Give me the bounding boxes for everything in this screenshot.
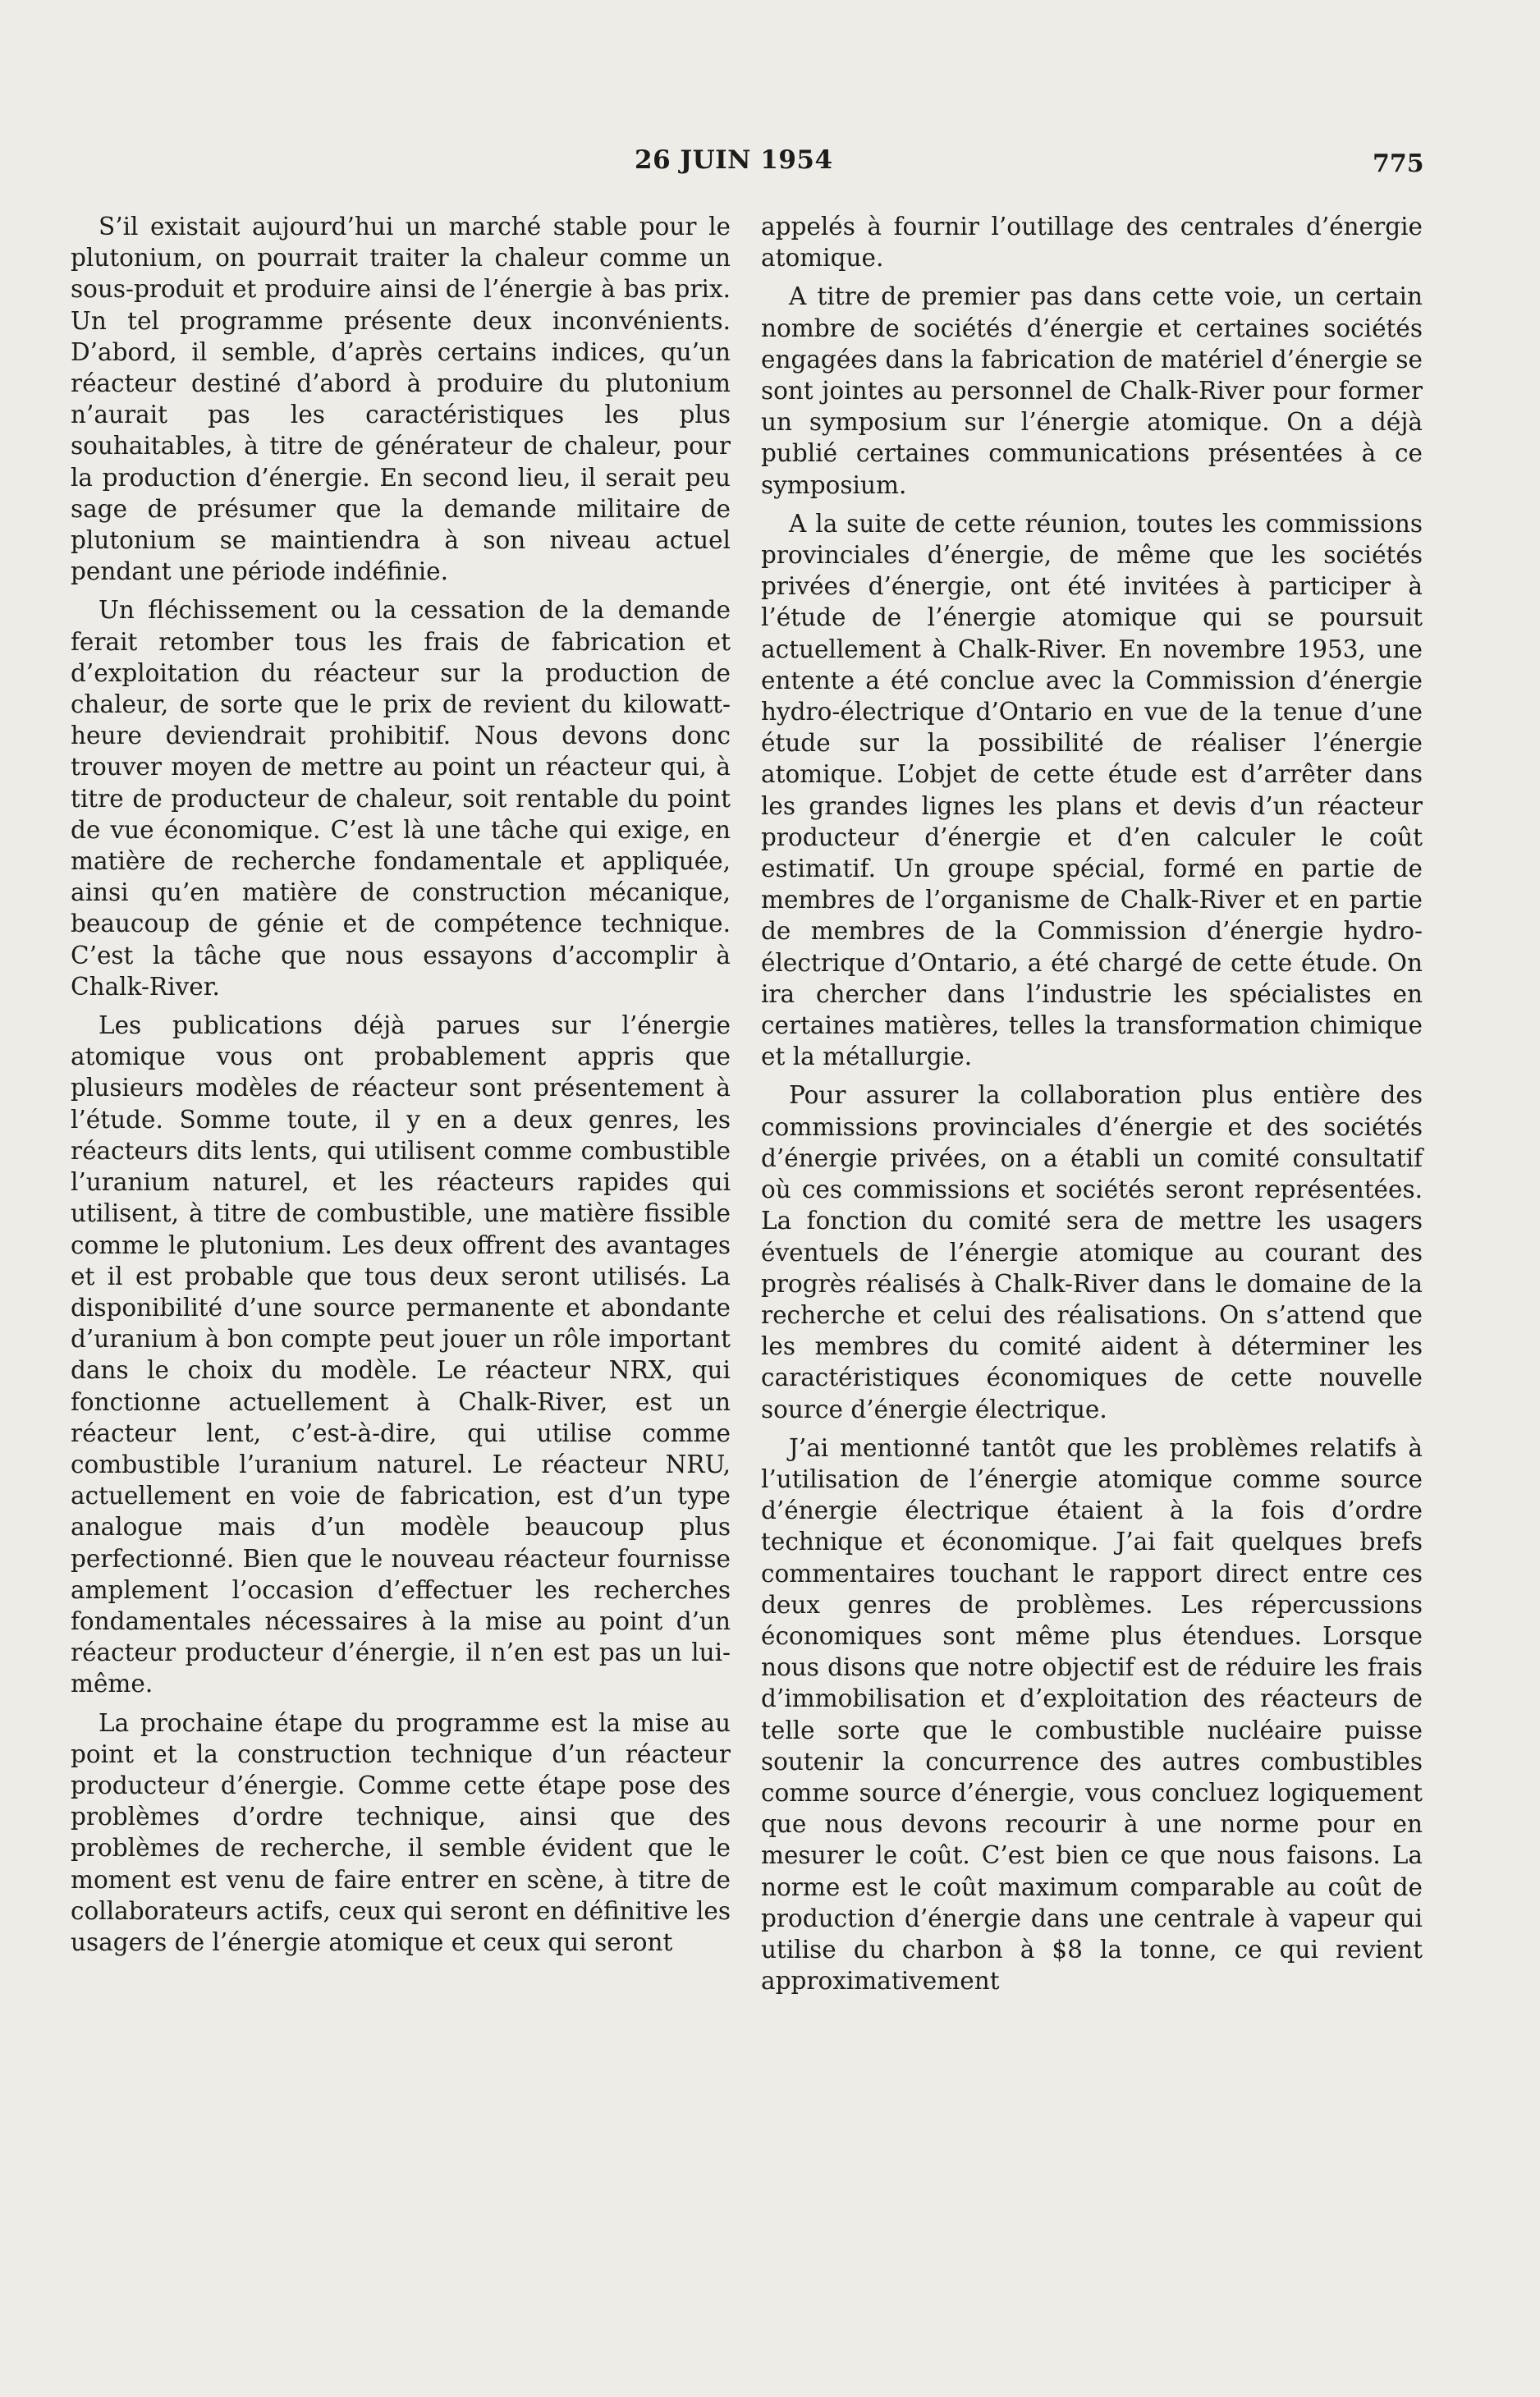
paragraph: A titre de premier pas dans cette voie, un certain nombre de sociétés d’énergie et certaines sociétés engagées dans la fabrication de matériel d’énergie se sont jointes au personnel de Chalk-River pour former un symposium sur l’énergie atomique. On a déjà publié certaines communications présentées à ce symposium. bbox=[761, 282, 1423, 499]
paragraph: Un fléchissement ou la cessation de la demande ferait retomber tous les frais de fabrication et d’exploitation du réacteur sur la production de chaleur, de sorte que le prix de revient du kilowatt-heure deviendrait prohibitif. Nous devons donc trouver moyen de mettre au point un réacteur qui, à titre de producteur de chaleur, soit rentable du point de vue économique. C’est là une tâche qui exige, en matière de recherche fondamentale et appliquée, ainsi qu’en matière de construction mécanique, beaucoup de génie et de compétence technique. C’est la tâche que nous essayons d’accomplir à Chalk-River. bbox=[71, 596, 731, 1001]
paragraph: S’il existait aujourd’hui un marché stable pour le plutonium, on pourrait traiter la chaleur comme un sous-produit et produire ainsi de l’énergie à bas prix. Un tel programme présente deux inconvénients. D’abord, il semble, d’après certains indices, qu’un réacteur destiné d’abord à produire du plutonium n’aurait pas les caractéristiques les plus souhaitables, à titre de générateur de chaleur, pour la production d’énergie. En second lieu, il serait peu sage de présumer que la demande militaire de plutonium se maintiendra à son niveau actuel pendant une période indéfinie. bbox=[71, 213, 731, 586]
paragraph: Pour assurer la collaboration plus entière des commissions provinciales d’énergie et des sociétés d’énergie privées, on a établi un comité consultatif où ces commissions et sociétés seront représentées. La fonction du comité sera de mettre les usagers éventuels de l’énergie atomique au courant des progrès réalisés à Chalk-River dans le domaine de la recherche et celui des réalisations. On s’attend que les membres du comité aident à déterminer les caractéristiques économiques de cette nouvelle source d’énergie électrique. bbox=[761, 1081, 1423, 1423]
paragraph-continued: appelés à fournir l’outillage des centrales d’énergie atomique. bbox=[761, 213, 1423, 273]
paragraph: A la suite de cette réunion, toutes les commissions provinciales d’énergie, de même que les sociétés privées d’énergie, ont été invitées à participer à l’étude de l’énergie atomique qui se poursuit actuellement à Chalk-River. En novembre 1953, une entente a été conclue avec la Commission d’énergie hydro-électrique d’Ontario en vue de la tenue d’une étude sur la possibilité de réaliser l’énergie atomique. L’objet de cette étude est d’arrêter dans les grandes lignes les plans et devis d’un réacteur producteur d’énergie et d’en calculer le coût estimatif. Un groupe spécial, formé en partie de membres de l’organisme de Chalk-River et en partie de membres de la Commission d’énergie hydro-électrique d’Ontario, a été chargé de cette étude. On ira chercher dans l’industrie les spécialistes en certaines matières, telles la transformation chimique et la métallurgie. bbox=[761, 509, 1423, 1071]
page-number: 775 bbox=[1373, 149, 1424, 178]
page-header-date: 26 JUIN 1954 bbox=[635, 145, 833, 175]
text-column-right bbox=[761, 211, 1423, 2004]
text-column-left bbox=[71, 211, 731, 1965]
paragraph: J’ai mentionné tantôt que les problèmes relatifs à l’utilisation de l’énergie atomique comme source d’énergie électrique étaient à la fois d’ordre technique et économique. J’ai fait quelques brefs commentaires touchant le rapport direct entre ces deux genres de problèmes. Les répercussions économiques sont même plus étendues. Lorsque nous disons que notre objectif est de réduire les frais d’immobilisation et d’exploitation des réacteurs de telle sorte que le combustible nucléaire puisse soutenir la concurrence des autres combustibles comme source d’énergie, vous concluez logiquement que nous devons recourir à une norme pour en mesurer le coût. C’est bien ce que nous faisons. La norme est le coût maximum comparable au coût de production d’énergie dans une centrale à vapeur qui utilise du charbon à $8 la tonne, ce qui revient approximativement bbox=[761, 1433, 1423, 1996]
paragraph: Les publications déjà parues sur l’énergie atomique vous ont probablement appris que plusieurs modèles de réacteur sont présentement à l’étude. Somme toute, il y en a deux genres, les réacteurs dits lents, qui utilisent comme combustible l’uranium naturel, et les réacteurs rapides qui utilisent, à titre de combustible, une matière fissible comme le plutonium. Les deux offrent des avantages et il est probable que tous deux seront utilisés. La disponibilité d’une source permanente et abondante d’uranium à bon compte peut jouer un rôle important dans le choix du modèle. Le réacteur NRX, qui fonctionne actuellement à Chalk-River, est un réacteur lent, c’est-à-dire, qui utilise comme combustible l’uranium naturel. Le réacteur NRU, actuellement en voie de fabrication, est d’un type analogue mais d’un modèle beaucoup plus perfectionné. Bien que le nouveau réacteur fournisse amplement l’occasion d’effectuer les recherches fondamentales nécessaires à la mise au point d’un réacteur producteur d’énergie, il n’en est pas un lui-même. bbox=[71, 1011, 731, 1698]
paragraph: La prochaine étape du programme est la mise au point et la construction technique d’un réacteur producteur d’énergie. Comme cette étape pose des problèmes d’ordre technique, ainsi que des problèmes de recherche, il semble évident que le moment est venu de faire entrer en scène, à titre de collaborateurs actifs, ceux qui seront en définitive les usagers de l’énergie atomique et ceux qui seront bbox=[71, 1708, 731, 1956]
